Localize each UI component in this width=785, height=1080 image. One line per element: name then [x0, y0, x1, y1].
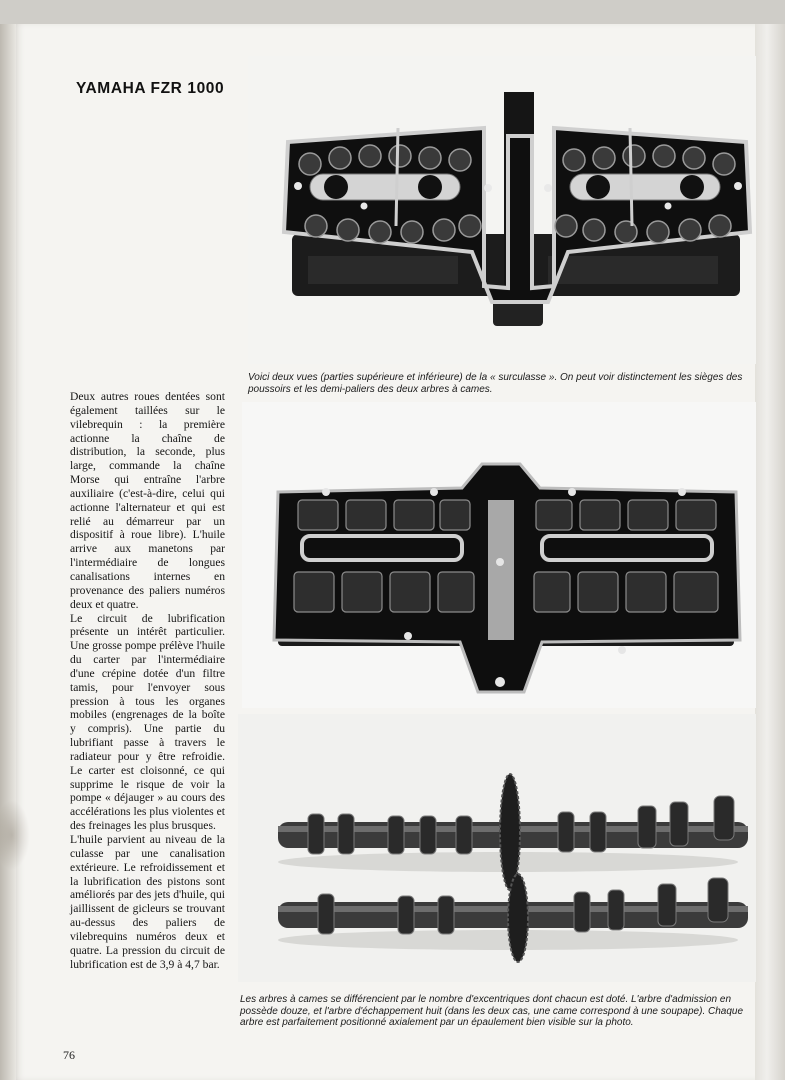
cylinder-head-top-drawing — [248, 56, 756, 364]
camshafts-photo — [238, 714, 756, 982]
caption-top-photos: Voici deux vues (parties supérieure et inférieure) de la « surculasse ». On peut voir distinctement les sièges des poussoirs et les demi-paliers des deux arbres à cames. — [248, 372, 743, 395]
article-paragraph: L'huile parvient au niveau de la culasse par une canalisation extérieure. Le refroidissement et la lubrification des pistons sont améliorés par des jets d'huile, qui jaillissent de gicleurs se trouvant au-dessus des paliers de vilebrequins numéros deux et quatre. La pression du circuit de lubrification est de 3,9 à 4,7 bar. — [70, 833, 225, 971]
cylinder-head-top-photo — [248, 56, 756, 364]
next-page-edge — [755, 24, 785, 1080]
cylinder-head-underside-drawing — [242, 402, 756, 708]
caption-camshafts: Les arbres à cames se différencient par le nombre d'excentriques dont chacun est doté. L'arbre d'admission en possède douze, et l'arbre d'échappement huit (dans les deux cas, une came correspond à une soupape). Chaque arbre est parfaitement positionné axialement par un épaulement bien visible sur la photo. — [240, 994, 744, 1028]
margin-stain — [0, 800, 30, 870]
article-body — [70, 390, 225, 971]
article-paragraph: Le circuit de lubrification présente un intérêt particulier. Une grosse pompe prélève l'huile du carter par l'intermédiaire d'une crépine dotée d'un filtre tamis, pour l'envoyer sous pression à tous les organes mobiles (engrenages de la boîte y compris). Une partie du lubrifiant passe à travers le radiateur pour y être refroidie. Le carter est cloisonné, ce qui supprime le risque de voir la pompe « déjauger » au cours des accélérations les plus violentes et des freinages les plus brusques. — [70, 611, 225, 833]
page-header: YAMAHA FZR 1000 — [76, 80, 225, 97]
article-paragraph: Deux autres roues dentées sont également taillées sur le vilebrequin : la première actionne la chaîne de distribution, la seconde, plus large, commande la chaîne Morse qui entraîne l'arbre auxiliaire (c'est-à-dire, celui qui actionne l'alternateur et qui est relié au démarreur par un dispositif à roue libre). L'huile arrive aux manetons par l'intermédiaire de longues canalisations internes en provenance des paliers numéros deux et quatre. — [70, 390, 225, 611]
page-spine-shadow — [0, 24, 16, 1080]
camshafts-drawing — [238, 714, 756, 982]
page-number: 76 — [63, 1048, 75, 1062]
cylinder-head-underside-photo — [242, 402, 756, 708]
